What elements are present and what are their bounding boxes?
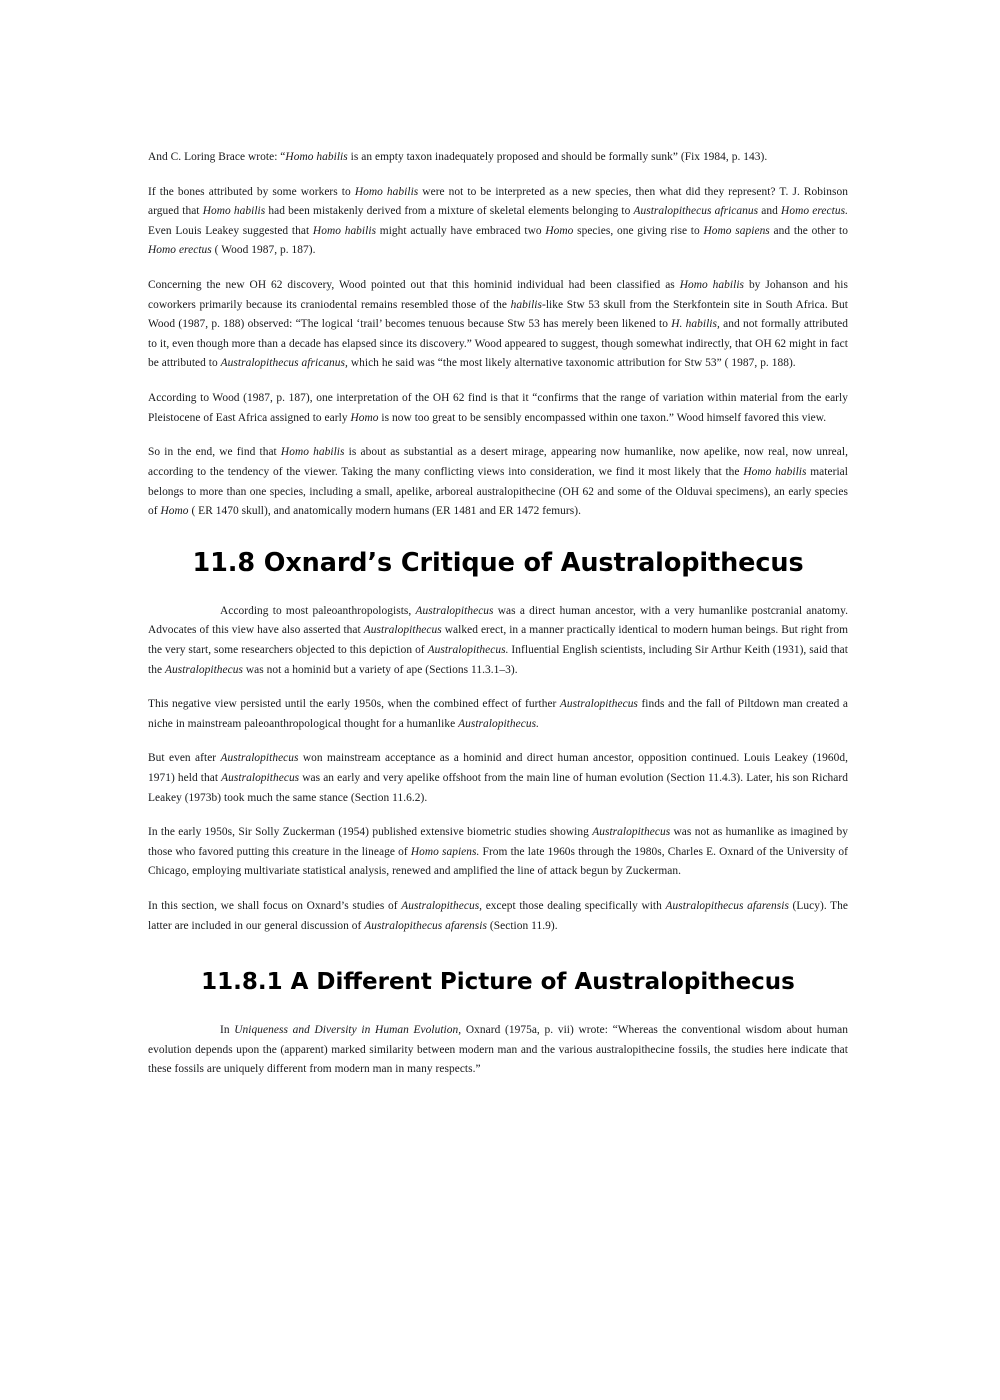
section-heading: 11.8 Oxnard’s Critique of Australopithecus [192,547,804,578]
body-section-top [148,148,848,522]
paragraph: According to most paleoanthropologists, Australopithecus was a direct human ancestor, with a very humanlike postcranial anatomy. Advocates of this view have also asserted that Australopithecus walked erect, in a manner practically identical to modern human beings. But right from the very start, some researchers objected to this depiction of Australopithecus. Influential English scientists, including Sir Arthur Keith (1931), said that the Australopithecus was not a hominid but a variety of ape (Sections 11.3.1–3). [148,604,848,676]
body-section-middle [148,602,848,937]
paragraph: But even after Australopithecus won mainstream acceptance as a hominid and direct human ancestor, opposition continued. Louis Leakey (1960d, 1971) held that Australopithecus was an early and very apelike offshoot from the main line of human evolution (Section 11.4.3). Later, his son Richard Leakey (1973b) took much the same stance (Section 11.6.2). [148,752,848,804]
paragraph: And C. Loring Brace wrote: “Homo habilis is an empty taxon inadequately proposed and should be formally sunk” (Fix 1984, p. 143). [148,151,768,163]
body-section-bottom [148,1021,848,1080]
paragraph: If the bones attributed by some workers to Homo habilis were not to be interpreted as a new species, then what did they represent? T. J. Robinson argued that Homo habilis had been mistakenly derived from a mixture of skeletal elements belonging to Australopithecus africanus and Homo erectus. Even Louis Leakey suggested that Homo habilis might actually have embraced two Homo species, one giving rise to Homo sapiens and the other to Homo erectus ( Wood 1987, p. 187). [148,185,848,257]
paragraph: In the early 1950s, Sir Solly Zuckerman (1954) published extensive biometric studies showing Australopithecus was not as humanlike as imagined by those who favored putting this creature in the lineage of Homo sapiens. From the late 1960s through the 1980s, Charles E. Oxnard of the University of Chicago, employing multivariate statistical analysis, renewed and amplified the line of attack begun by Zuckerman. [148,826,849,878]
paragraph: This negative view persisted until the early 1950s, when the combined effect of further Australopithecus finds and the fall of Piltdown man created a niche in mainstream paleoanthropological thought for a humanlike Australopithecus. [148,698,848,730]
paragraph: In Uniqueness and Diversity in Human Evolution, Oxnard (1975a, p. vii) wrote: “Whereas the conventional wisdom about human evolution depends upon the (apparent) marked similarity between modern man and the various australopithecine fossils, the studies here indicate that these fossils are uniquely different from modern man in many respects.” [148,1023,848,1076]
subsection-heading: 11.8.1 A Different Picture of Australopithecus [201,969,795,996]
paragraph: According to Wood (1987, p. 187), one interpretation of the OH 62 find is that it “confirms that the range of variation within material from the early Pleistocene of East Africa assigned to early Homo is now too great to be sensibly encompassed within one taxon.” Wood himself favored this view. [148,392,848,424]
paragraph: So in the end, we find that Homo habilis is about as substantial as a desert mirage, appearing now humanlike, now apelike, now real, now unreal, according to the tendency of the viewer. Taking the many conflicting views into consideration, we find it most likely that the Homo habilis material belongs to more than one species, including a small, apelike, arboreal australopithecine (OH 62 and some of the Olduvai specimens), an early species of Homo ( ER 1470 skull), and anatomically modern humans (ER 1481 and ER 1472 femurs). [148,446,848,518]
paragraph: In this section, we shall focus on Oxnard’s studies of Australopithecus, except those dealing specifically with Australopithecus afarensis (Lucy). The latter are included in our general discussion of Australopithecus afarensis (Section 11.9). [148,900,849,932]
paragraph: Concerning the new OH 62 discovery, Wood pointed out that this hominid individual had been classified as Homo habilis by Johanson and his coworkers primarily because its craniodental remains resembled those of the habilis-like Stw 53 skull from the Sterkfontein site in South Africa. But Wood (1987, p. 188) observed: “The logical ‘trail’ becomes tenuous because Stw 53 has merely been likened to H. habilis, and not formally attributed to it, even though more than a decade has elapsed since its discovery.” Wood appeared to suggest, though somewhat indirectly, that OH 62 might in fact be attributed to Australopithecus africanus, which he said was “the most likely alternative taxonomic attribution for Stw 53” ( 1987, p. 188). [148,279,849,370]
